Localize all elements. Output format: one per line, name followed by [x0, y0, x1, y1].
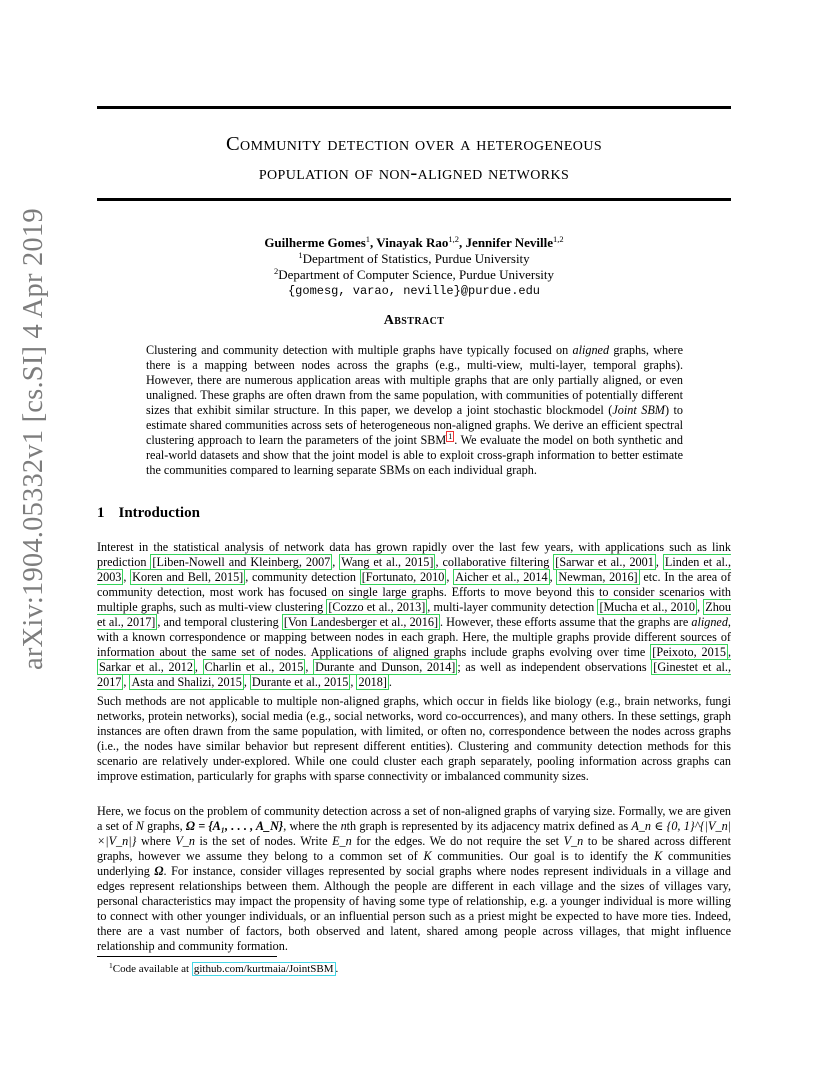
math-omega-def: Ω = {A₁, . . . , A_N}	[185, 819, 284, 834]
author-block	[97, 235, 731, 299]
citation-link[interactable]: Asta and Shalizi, 2015	[131, 675, 242, 690]
citation-link[interactable]: [Von Landesberger et al., 2016]	[283, 615, 438, 630]
citation-link[interactable]: Newman, 2016]	[558, 570, 638, 585]
intro-paragraph-1: Interest in the statistical analysis of network data has grown rapidly over the last few years, with applications such as link prediction [Liben-Nowell and Kleinberg, 2007 , Wang et al., 2015] , collaborative filtering [Sarwar et al., 2001 , Linden et al., 2003 , Koren and Bell, 2015] , community detection [Fortunato, 2010 , Aicher et al., 2014 , Newman, 2016] etc. In the area of community detection, most work has focused on single large graphs. Efforts to move beyond this to consider scenarios with multiple graphs, such as multi-view clustering [Cozzo et al., 2013] , multi-layer community detection [Mucha et al., 2010 , Zhou et al., 2017] , and temporal clustering [Von Landesberger et al., 2016] . However, these efforts assume that the graphs are aligned, with a known correspondence or mapping between nodes in each graph. Here, the multiple graphs provide different sources of information about the same set of nodes. Applications of aligned graphs include graphs evolving over time [Peixoto, 2015 , Sarkar et al., 2012 , Charlin et al., 2015 , Durante and Dunson, 2014] ; as well as independent observations [Ginestet et al., 2017 , Asta and Shalizi, 2015 , Durante et al., 2015 , 2018] .	[97, 540, 732, 690]
citation-link[interactable]: Charlin et al., 2015	[204, 660, 304, 675]
footnote-1: $^1$Code available at github.com/kurtmaia/JointSBM .	[109, 961, 339, 975]
citation-link[interactable]: [Cozzo et al., 2013]	[328, 600, 426, 615]
citation-link[interactable]: Durante et al., 2015	[251, 675, 349, 690]
author-3-affil: 1,2	[553, 234, 564, 244]
affiliation-1: $^1$Department of Statistics, Purdue University	[298, 250, 530, 266]
citation-link[interactable]: [Peixoto, 2015	[652, 645, 726, 660]
citation-link[interactable]: Wang et al., 2015]	[341, 555, 434, 570]
abstract-text: Clustering and community detection with multiple graphs have typically focused on aligned graphs, where there is a mapping between nodes across the graphs (e.g., multi-view, multi-layer, temporal graphs). However, there are numerous application areas with multiple graphs that are only partially aligned, or even unaligned. These graphs are often drawn from the same population, with communities of potentially different sizes that exhibit similar structure. In this paper, we develop a joint stochastic blockmodel (Joint SBM) to estimate shared communities across sets of heterogeneous non-aligned graphs. We derive an efficient spectral clustering approach to learn the parameters of the joint SBM $^1$ . We evaluate the model on both synthetic and real-world datasets and show that the joint model is able to exploit cross-graph information to better estimate the communities compared to learning separate SBMs on each individual graph.	[146, 343, 684, 478]
intro-paragraph-2: Such methods are not applicable to multiple non-aligned graphs, which occur in fields like biology (e.g., brain networks, fungi networks, protein networks), social media (e.g., social networks, word co-occurrences), and many others. In these settings, graph instances are often drawn from the same population, with limited, or often no, correspondence between the nodes across graphs (i.e., the nodes have similar behavior but represent different entities). Clustering and community detection methods for this scenario are relatively under-explored. While one could cluster each graph separately, pooling information across graphs can improve estimation, particularly for graphs with sparse connectivity or imbalanced community sizes.	[97, 694, 731, 784]
citation-link[interactable]: [Liben-Nowell and Kleinberg, 2007	[152, 555, 331, 570]
citation-link[interactable]: Zhou et al., 2017]	[97, 600, 731, 630]
author-2-affil: 1,2	[448, 234, 460, 244]
citation-link[interactable]: [Fortunato, 2010	[361, 570, 445, 585]
abstract-heading: Abstract	[383, 313, 445, 328]
section-heading-introduction: 1 Introduction	[97, 505, 200, 521]
arxiv-stamp: arXiv:1904.05332v1 [cs.SI] 4 Apr 2019	[18, 208, 49, 670]
author-1-affil: 1	[365, 234, 371, 244]
author-1: Guilherme Gomes	[264, 235, 366, 250]
author-3: Jennifer Neville	[465, 235, 554, 250]
citation-link[interactable]: Aicher et al., 2014	[455, 570, 548, 585]
title-line-1: Community detection over a heterogeneous	[225, 133, 603, 155]
citation-link[interactable]: Sarkar et al., 2012	[99, 660, 193, 675]
citation-link[interactable]: Koren and Bell, 2015]	[132, 570, 244, 585]
title-rule-bottom	[97, 198, 731, 201]
title-rule-top	[97, 106, 731, 109]
author-2: Vinayak Rao	[376, 235, 449, 250]
citation-link[interactable]: Linden et al., 2003	[97, 555, 732, 585]
math-adjacency: A_n ∈ {0, 1}^{|V_n|×|V_n|}	[97, 819, 732, 849]
author-names: Guilherme Gomes$^1$, Vinayak Rao$^{1,2}$, Jennifer Neville$^{1,2}$	[264, 234, 564, 250]
affiliation-2: $^2$Department of Computer Science, Purdue University	[273, 266, 555, 282]
paper-title	[97, 130, 731, 188]
title-line-2: population of non-aligned networks	[258, 162, 570, 184]
github-link[interactable]: github.com/kurtmaia/JointSBM	[193, 963, 334, 975]
citation-link[interactable]: [Ginestet et al., 2017	[97, 660, 732, 690]
intro-paragraph-3: Here, we focus on the problem of community detection across a set of non-aligned graphs of varying size. Formally, we are given a set of N graphs, Ω = {A₁, . . . , A_N}, where the nth graph is represented by its adjacency matrix defined as A_n ∈ {0, 1}^{|V_n|×|V_n|} where V_n is the set of nodes. Write E_n for the edges. We do not require the set V_n to be shared across different graphs, however we assume they belong to a common set of K communities. Our goal is to identify the K communities underlying Ω. For instance, consider villages represented by social graphs where nodes represent individuals in a village and edges represent relationships between them. Although the people are different in each village and the sizes of villages vary, personal characteristics may impact the propensity of having some type of relationship, e.g. a younger individual is more willing to connect with other younger individuals, or an influential person such as a priest might be expected to have more ties. Indeed, there are a vast number of factors, both observed and latent, shared among people across villages, that might influence relationship and community formation.	[97, 804, 732, 954]
author-emails: {gomesg, varao, neville}@purdue.edu	[287, 284, 541, 298]
citation-link[interactable]: [Sarwar et al., 2001	[555, 555, 654, 570]
citation-link[interactable]: Durante and Dunson, 2014]	[315, 660, 456, 675]
citation-link[interactable]: [Mucha et al., 2010	[599, 600, 696, 615]
citation-link[interactable]: 2018]	[358, 675, 387, 690]
footnote-ref-1[interactable]: 1	[448, 432, 453, 442]
footnote-rule	[97, 956, 277, 957]
